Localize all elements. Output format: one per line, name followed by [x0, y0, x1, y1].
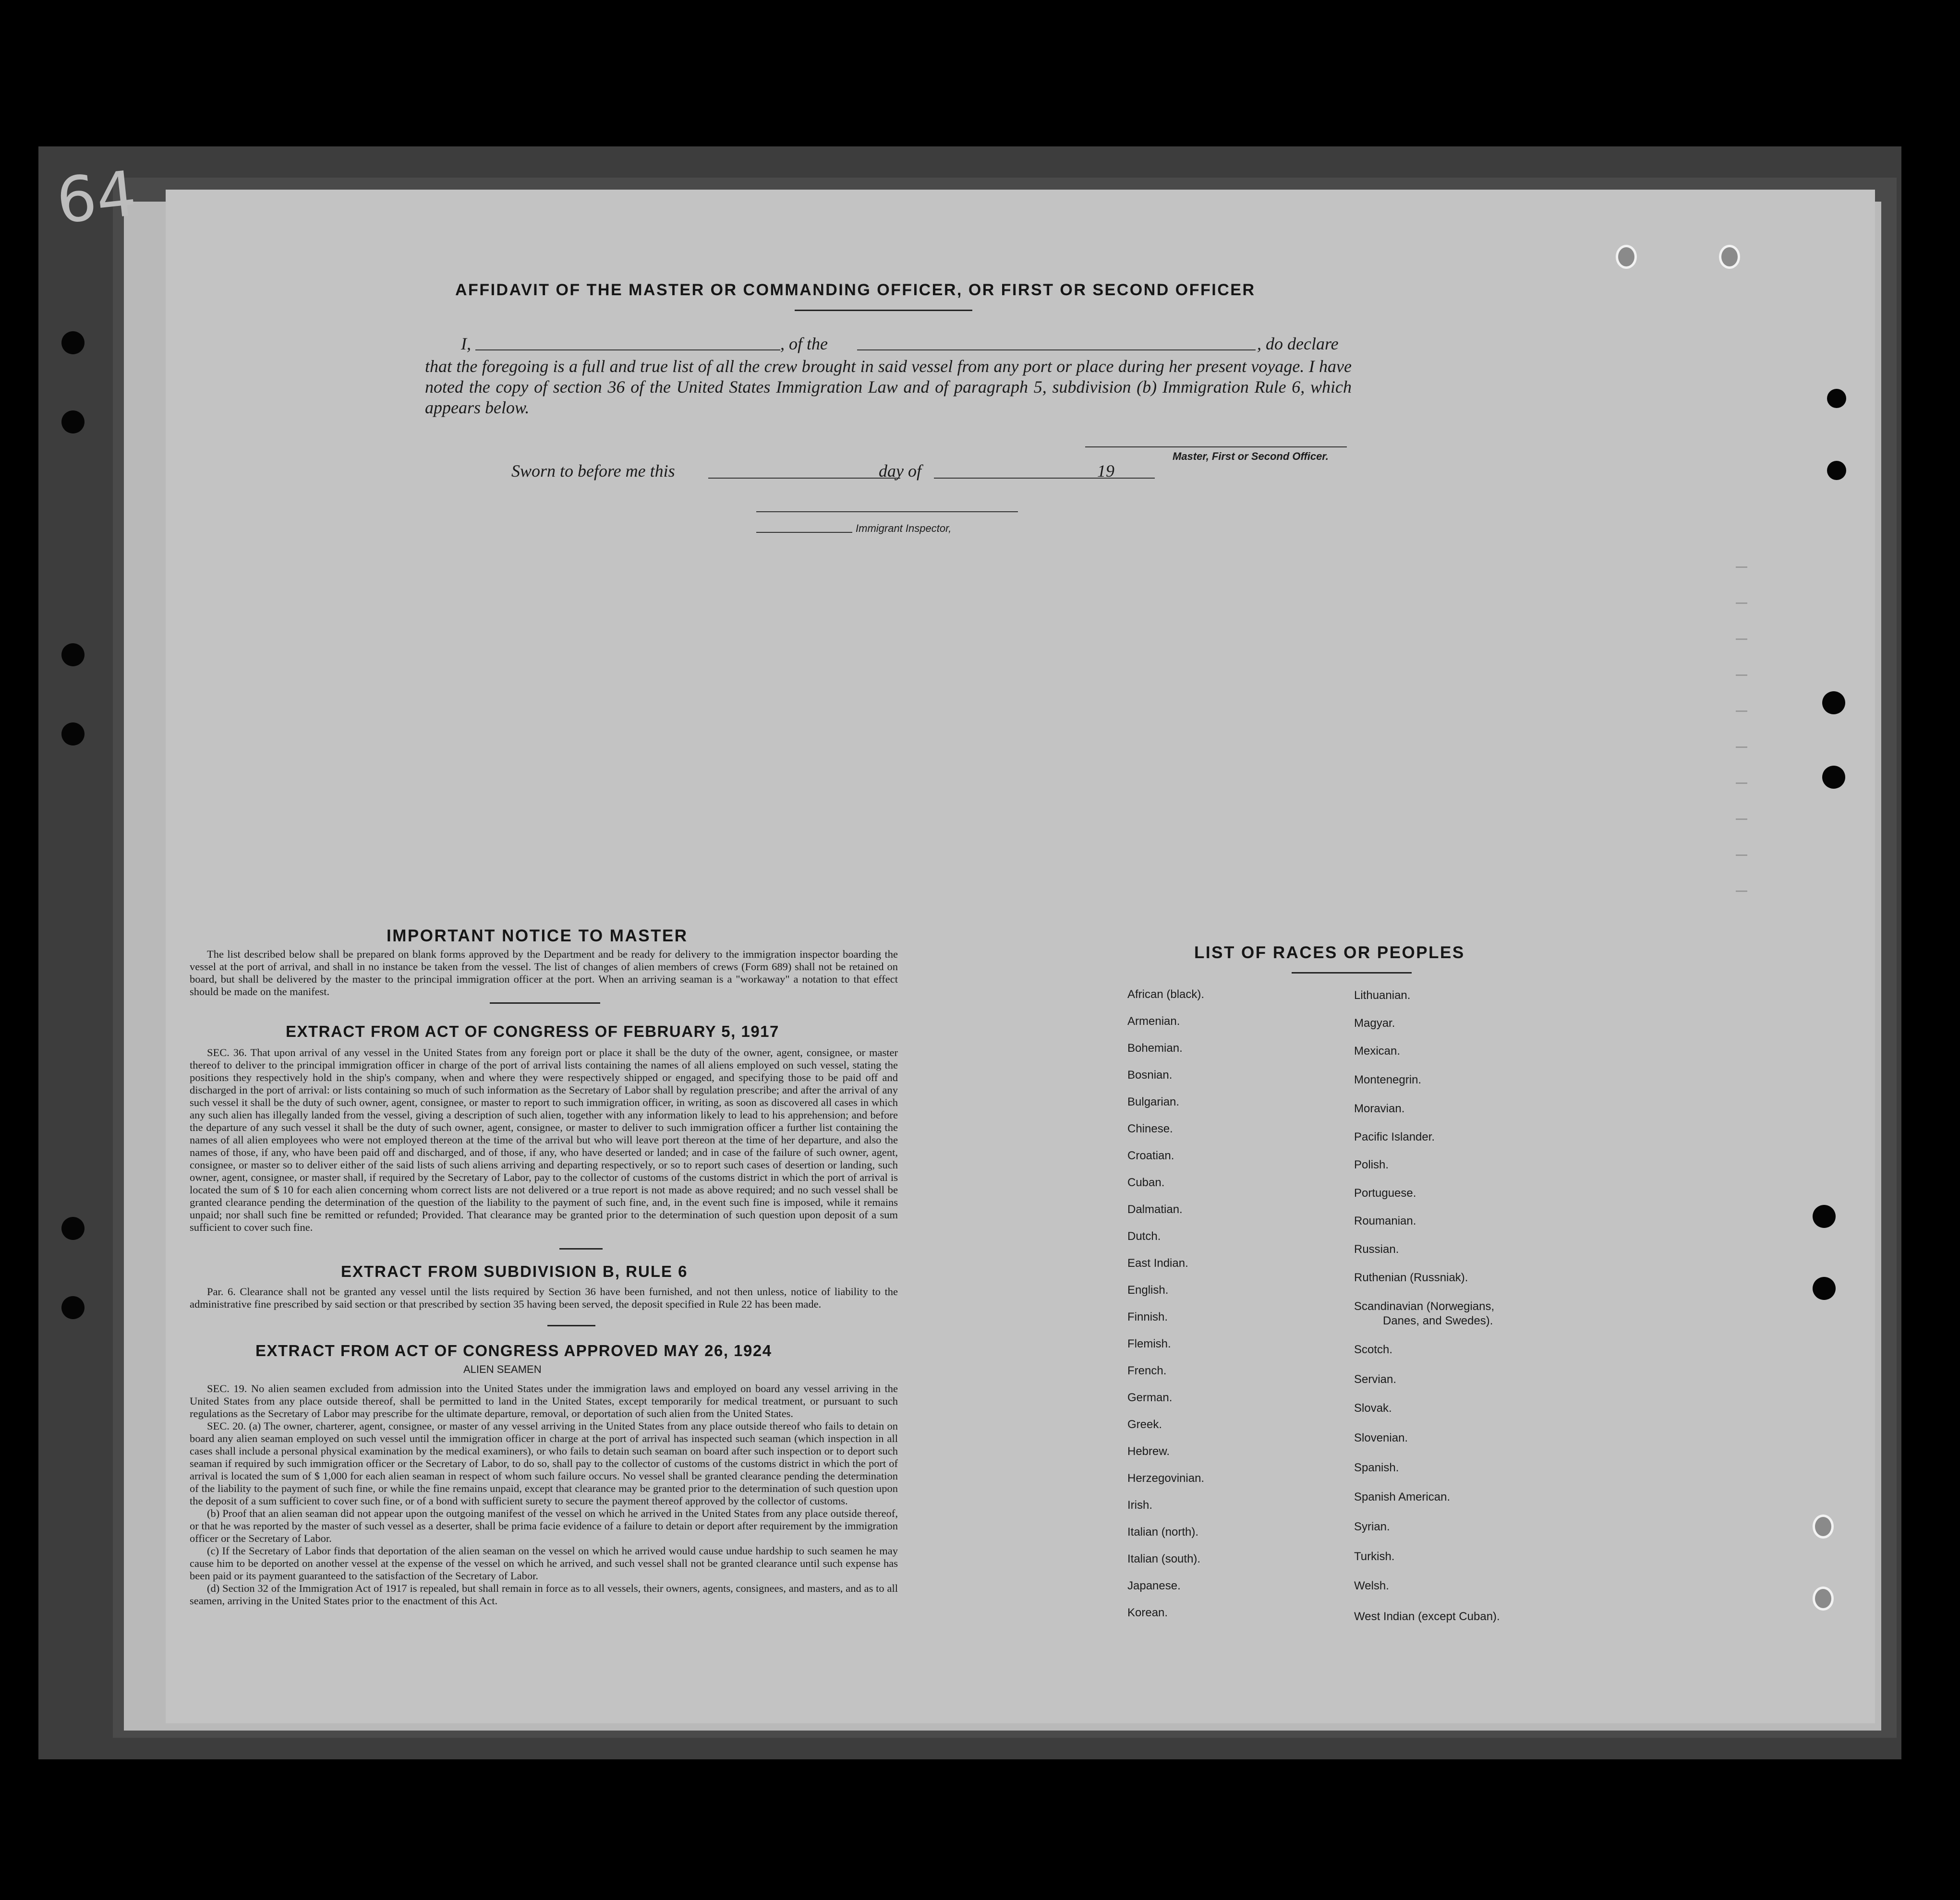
- vessel-name-field[interactable]: [857, 349, 1256, 350]
- race-item: Bohemian.: [1127, 1042, 1183, 1055]
- sworn-day-field[interactable]: [708, 478, 900, 479]
- master-signature-field[interactable]: [1085, 446, 1347, 447]
- binder-hole-icon: [61, 722, 85, 746]
- race-item: Dalmatian.: [1127, 1203, 1183, 1216]
- act1917-rule: [559, 1248, 603, 1250]
- declare-i: I,: [461, 334, 471, 353]
- race-item: Ruthenian (Russniak).: [1354, 1271, 1468, 1284]
- race-item: Mexican.: [1354, 1045, 1401, 1058]
- race-item: Turkish.: [1354, 1550, 1395, 1563]
- race-item: Cuban.: [1127, 1176, 1165, 1189]
- race-item: West Indian (except Cuban).: [1354, 1610, 1500, 1623]
- race-item: Moravian.: [1354, 1102, 1405, 1115]
- row-marker: [1736, 890, 1747, 892]
- race-item: German.: [1127, 1391, 1173, 1404]
- act1924-subtitle: ALIEN SEAMEN: [463, 1363, 542, 1375]
- race-item: Bulgarian.: [1127, 1095, 1180, 1108]
- reinforcement-ring-icon: [1616, 245, 1637, 269]
- reinforcement-ring-icon: [1719, 245, 1740, 269]
- binder-hole-icon: [1827, 461, 1846, 480]
- rule6-text: [190, 1286, 898, 1311]
- race-item: Roumanian.: [1354, 1215, 1416, 1227]
- binder-hole-icon: [61, 410, 85, 433]
- master-signature-caption: Master, First or Second Officer.: [1173, 450, 1329, 462]
- races-title-rule: [1292, 972, 1412, 974]
- race-item: Montenegrin.: [1354, 1073, 1422, 1086]
- act1924-text: [190, 1383, 898, 1607]
- race-item: Armenian.: [1127, 1015, 1180, 1028]
- row-marker: [1736, 746, 1747, 748]
- race-item: Syrian.: [1354, 1520, 1390, 1533]
- race-item: Danes, and Swedes).: [1383, 1314, 1493, 1327]
- row-marker: [1736, 782, 1747, 784]
- race-item: East Indian.: [1127, 1257, 1188, 1270]
- declarant-name-field[interactable]: [475, 349, 780, 350]
- binder-hole-icon: [61, 1217, 85, 1240]
- race-item: Herzegovinian.: [1127, 1472, 1205, 1485]
- row-marker: [1736, 710, 1747, 712]
- race-item: Italian (north).: [1127, 1526, 1199, 1539]
- race-item: African (black).: [1127, 988, 1205, 1001]
- race-item: Pacific Islander.: [1354, 1130, 1435, 1143]
- race-item: Spanish American.: [1354, 1491, 1451, 1503]
- margin-handwritten-number: 64: [53, 156, 140, 238]
- binder-hole-icon: [61, 1296, 85, 1319]
- row-marker: [1736, 602, 1747, 604]
- declare-of-the: , of the: [780, 334, 828, 353]
- act1917-section-36: SEC. 36. That upon arrival of any vessel in the United States from any foreign port or place it shall be the duty of the owner, agent, consignee, or master thereof to deliver to the principal immigration officer in charge of the port of arrival lists containing the names of all aliens employed on such vessel, stating the positions they respectively hold in the ship's company, when and where they were respectively shipped or engaged, and specifying those to be paid off and discharged in the port of arrival: or lists containing so much of such information as the Secretary of Labor shall by regulation prescribe; and after the arrival of any such vessel it shall be the duty of such owner, agent, consignee, or master to report to such immigration officer, in writing, as soon as discovered all cases in which any such alien has illegally landed from the vessel, giving a description of such alien, together with any information likely to lead to his apprehension; and before the departure of any such vessel it shall be the duty of such owner, agent, consignee, or master to deliver to such immigration officer a further list containing the names of all alien employees who were not employed thereon at the time of the arrival but who will leave port thereon at the time of her departure, and also the names of those, if any, who have been paid off and discharged, and of those, if any, who have deserted or landed; and in case of the failure of such owner, agent, consignee, or master so to deliver either of the said lists of such aliens arriving and departing respectively, or so to report such cases of desertion or landing, such owner, agent, consignee, or master shall, if required by the Secretary of Labor, pay to the collector of customs of the customs district in which the port of arrival is located the sum of $ 10 for each alien concerning whom correct lists are not delivered or a true report is not made as above required; and no such vessel shall be granted clearance pending the determination of the question of the liability to the payment of such fine, and, in the event such fine is imposed, while it remains unpaid; nor shall such fine be remitted or refunded; Provided. That clearance may be granted prior to the determination of such question upon deposit of a sum sufficient to cover such fine.: [190, 1046, 898, 1233]
- race-item: Scotch.: [1354, 1343, 1393, 1356]
- inspector-signature-field[interactable]: [756, 511, 1018, 512]
- sworn-year-field[interactable]: [1116, 478, 1155, 479]
- inspector-signature-underline: [756, 532, 852, 533]
- race-item: Italian (south).: [1127, 1552, 1201, 1565]
- race-item: Slovak.: [1354, 1402, 1392, 1415]
- race-item: Chinese.: [1127, 1122, 1173, 1135]
- notice-paragraph: The list described below shall be prepared on blank forms approved by the Department and be ready for delivery to the immigration inspector boarding the vessel at the port of arrival, and shall in no instance be taken from the vessel. The list of changes of alien members of crews (Form 689) shall not be retained on board, but shall be delivered by the master to the principal immigration officer at the port. When an arriving seaman is a "workaway" a notation to that effect should be made on the manifest.: [190, 948, 898, 998]
- affidavit-body: that the foregoing is a full and true list of all the crew brought in said vessel from any port or place during her present voyage. I have noted the copy of section 36 of the United States Immigration Law and of paragraph 5, subdivision (b) Immigration Rule 6, which appears below.: [425, 357, 1352, 417]
- affidavit-title: AFFIDAVIT OF THE MASTER OR COMMANDING OFFICER, OR FIRST OR SECOND OFFICER: [455, 281, 1256, 299]
- binder-hole-icon: [1822, 691, 1845, 714]
- rule6-title: EXTRACT FROM SUBDIVISION B, RULE 6: [341, 1263, 688, 1280]
- reinforcement-ring-icon: [1813, 1587, 1834, 1611]
- race-item: Welsh.: [1354, 1579, 1389, 1592]
- act1924-sec-19: SEC. 19. No alien seamen excluded from admission into the United States under the immigration laws and employed on board any vessel arriving in the United States from any place outside thereof, shall be permitted to land in the United States, except temporarily for medical treatment, or pursuant to such regulations as the Secretary of Labor may prescribe for the ultimate departure, removal, or deportation of such alien from the United States.: [190, 1383, 898, 1419]
- race-item: Polish.: [1354, 1158, 1389, 1171]
- row-marker: [1736, 674, 1747, 676]
- race-item: Bosnian.: [1127, 1069, 1173, 1082]
- reinforcement-ring-icon: [1813, 1515, 1834, 1539]
- race-item: Flemish.: [1127, 1337, 1171, 1350]
- race-item: Croatian.: [1127, 1149, 1174, 1162]
- race-item: Finnish.: [1127, 1311, 1168, 1323]
- act1924-title: EXTRACT FROM ACT OF CONGRESS APPROVED MAY 26, 1924: [255, 1342, 772, 1359]
- declare-do-declare: , do declare: [1257, 334, 1339, 353]
- race-item: Korean.: [1127, 1606, 1168, 1619]
- day-of-label: day of: [879, 461, 921, 481]
- races-title: LIST OF RACES OR PEOPLES: [1194, 943, 1465, 962]
- act1924-sec-20b: (b) Proof that an alien seaman did not appear upon the outgoing manifest of the vessel on which he arrived in the United States from any place outside thereof, or that he was reported by the master of such vessel as a deserter, shall be prima facie evidence of a failure to detain or deport after requirement by the immigration officer or the Secretary of Labor.: [190, 1507, 898, 1544]
- race-item: Lithuanian.: [1354, 989, 1411, 1002]
- race-item: Servian.: [1354, 1373, 1397, 1386]
- race-item: Irish.: [1127, 1499, 1153, 1512]
- sworn-line: [511, 461, 1155, 485]
- race-item: Russian.: [1354, 1243, 1399, 1256]
- year-prefix: 19: [1097, 461, 1114, 481]
- act1917-text: [190, 1046, 898, 1234]
- race-item: English.: [1127, 1284, 1169, 1297]
- act1924-sec-20a: SEC. 20. (a) The owner, charterer, agent, consignee, or master of any vessel arriving in the United States from any place outside thereof who fails to detain on board any alien seaman employed on such vessel until the immigration officer in charge at the port of arrival has inspected such seaman (which inspection in all cases shall include a personal physical examination by the medical examiners), or who fails to detain such seaman on board after such inspection or to deport such seaman if required by such immigration officer or the Secretary of Labor, to do so, shall pay to the collector of customs of the customs district in which the port of arrival is located the sum of $ 1,000 for each alien seaman in respect of whom such failure occurs. No vessel shall be granted clearance pending the determination of the liability to the payment of such fine, or while the fine remains unpaid, except that clearance may be granted prior to the determination of such question upon the deposit of a sum sufficient to cover such fine, or of a bond with sufficient surety to secure the payment thereof approved by the collector of customs.: [190, 1420, 898, 1507]
- race-item: Japanese.: [1127, 1579, 1181, 1592]
- row-marker: [1736, 638, 1747, 640]
- declare-line: [461, 334, 1352, 355]
- affidavit-title-rule: [795, 310, 972, 311]
- row-marker: [1736, 818, 1747, 820]
- rule6-paragraph: Par. 6. Clearance shall not be granted any vessel until the lists required by Section 36 have been furnished, and not then unless, notice of liability to the administrative fine prescribed by said section or that prescribed by section 35 having been served, the deposit specified in Rule 22 has been made.: [190, 1286, 898, 1310]
- binder-hole-icon: [1813, 1205, 1836, 1228]
- race-item: Scandinavian (Norwegians,: [1354, 1300, 1495, 1313]
- sworn-label: Sworn to before me this: [511, 461, 675, 481]
- act1924-sec-20d: (d) Section 32 of the Immigration Act of 1917 is repealed, but shall remain in force as to all vessels, their owners, agents, consignees, and masters, and as to all seamen, arriving in the United States prior to the enactment of this Act.: [190, 1582, 898, 1607]
- binder-hole-icon: [1813, 1277, 1836, 1300]
- notice-text: [190, 948, 898, 998]
- binder-hole-icon: [1822, 766, 1845, 789]
- race-item: Portuguese.: [1354, 1187, 1416, 1200]
- inspector-caption: Immigrant Inspector,: [856, 522, 952, 534]
- race-item: Dutch.: [1127, 1230, 1161, 1243]
- binder-hole-icon: [61, 331, 85, 354]
- act1917-title: EXTRACT FROM ACT OF CONGRESS OF FEBRUARY 5, 1917: [286, 1022, 779, 1040]
- binder-hole-icon: [1827, 389, 1846, 408]
- race-item: French.: [1127, 1364, 1167, 1377]
- binder-hole-icon: [61, 643, 85, 666]
- race-item: Hebrew.: [1127, 1445, 1170, 1458]
- row-marker: [1736, 854, 1747, 856]
- act1924-sec-20c: (c) If the Secretary of Labor finds that deportation of the alien seaman on the vessel on which he arrived would cause undue hardship to such seamen he may cause him to be deported on another vessel at the expense of the vessel on which he arrived, and such vessel shall not be granted clearance until such expense has been paid or its payment guaranteed to the satisfaction of the Secretary of Labor.: [190, 1545, 898, 1582]
- race-item: Spanish.: [1354, 1461, 1399, 1474]
- rule6-rule: [547, 1325, 595, 1326]
- race-item: Slovenian.: [1354, 1431, 1408, 1444]
- notice-title: IMPORTANT NOTICE TO MASTER: [387, 926, 688, 945]
- race-item: Greek.: [1127, 1418, 1162, 1431]
- race-item: Magyar.: [1354, 1017, 1395, 1030]
- notice-rule: [490, 1002, 600, 1004]
- row-marker: [1736, 566, 1747, 568]
